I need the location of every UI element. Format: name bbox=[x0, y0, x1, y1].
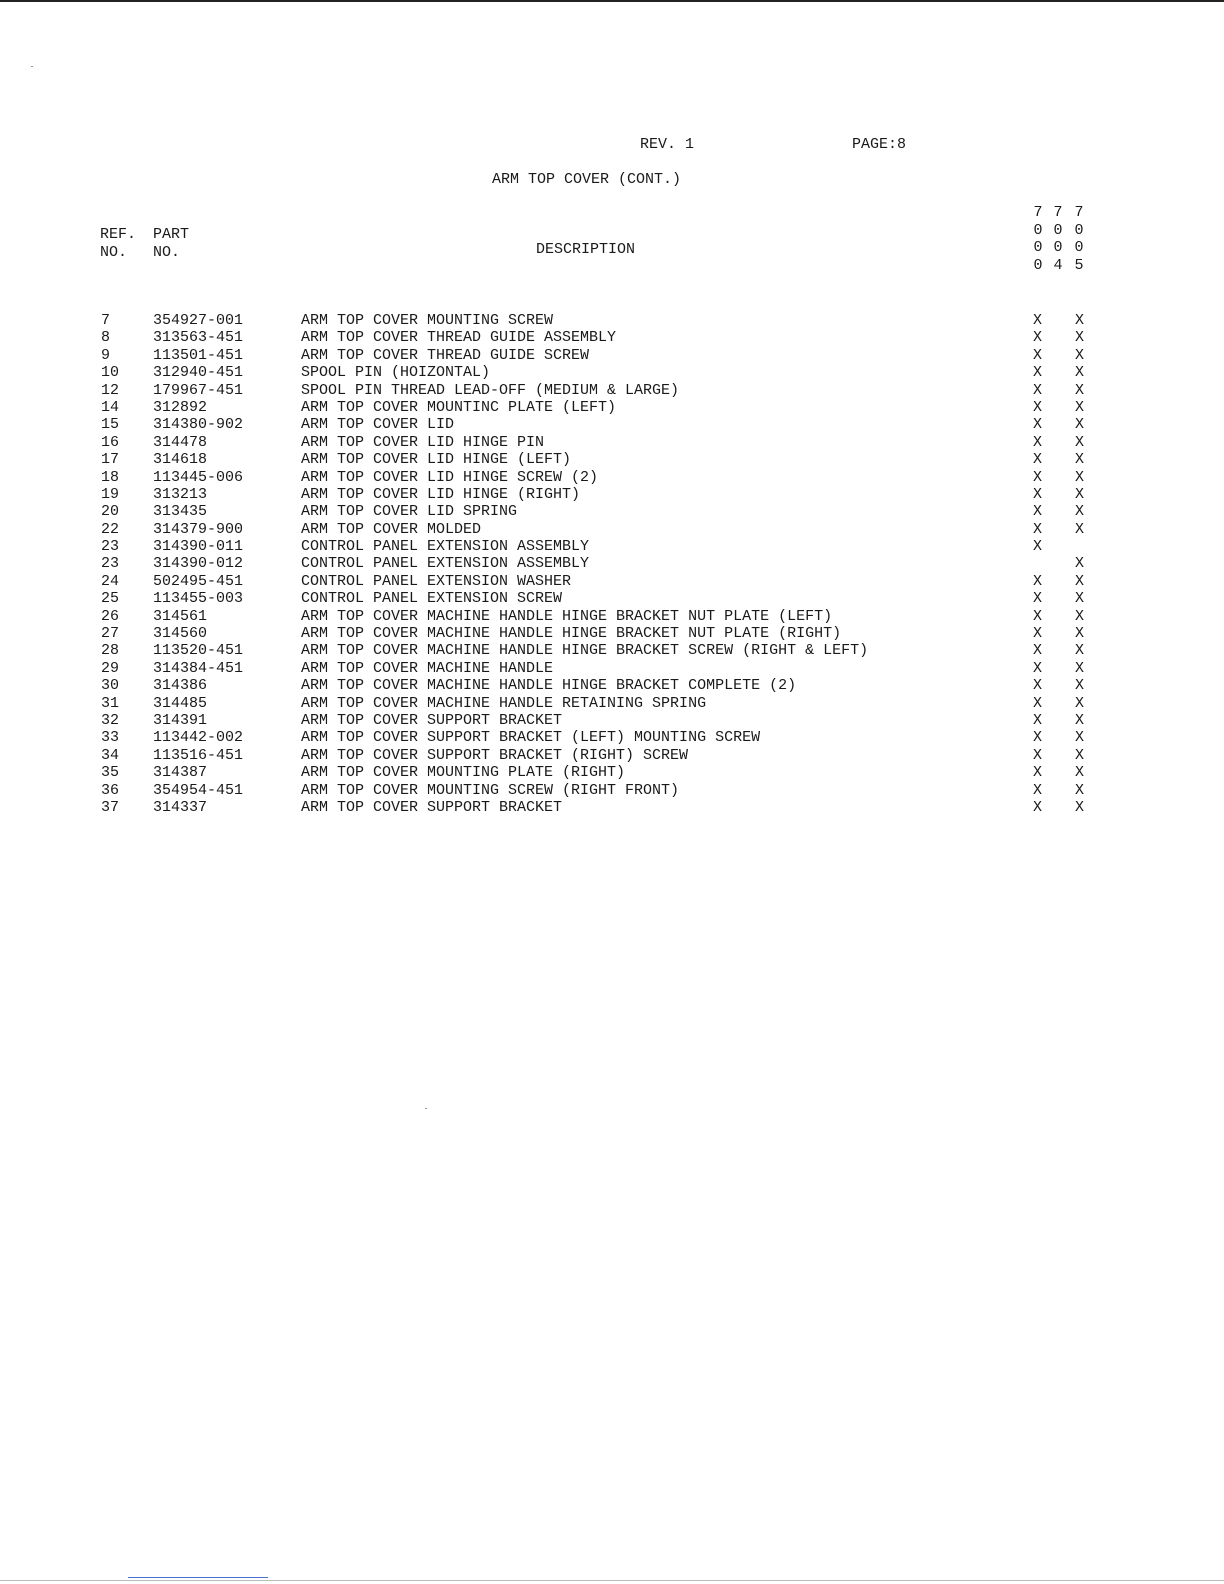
model-7005-mark: X bbox=[1075, 746, 1085, 764]
table-row bbox=[0, 625, 1224, 642]
ref-number: 25 bbox=[101, 590, 120, 608]
part-description: SPOOL PIN (HOIZONTAL) bbox=[301, 364, 491, 382]
part-description: ARM TOP COVER LID bbox=[301, 416, 455, 434]
model-7000-mark: X bbox=[1033, 520, 1043, 538]
model-7000-mark: X bbox=[1033, 416, 1043, 434]
ref-number: 10 bbox=[101, 364, 120, 382]
part-number: 314485 bbox=[153, 694, 208, 712]
table-row bbox=[0, 382, 1224, 399]
ref-number: 29 bbox=[101, 659, 120, 677]
table-row bbox=[0, 364, 1224, 381]
model-7000-mark: X bbox=[1033, 711, 1043, 729]
model-7000-mark: X bbox=[1033, 798, 1043, 816]
model-digit: 0 bbox=[1053, 221, 1063, 239]
model-7005-mark: X bbox=[1075, 416, 1085, 434]
part-number: 312892 bbox=[153, 398, 208, 416]
model-7005-mark: X bbox=[1075, 625, 1085, 643]
part-number: 314560 bbox=[153, 625, 208, 643]
ref-number: 31 bbox=[101, 694, 120, 712]
model-7005-mark: X bbox=[1075, 764, 1085, 782]
part-number: 314618 bbox=[153, 451, 208, 469]
table-row bbox=[0, 729, 1224, 746]
model-7000-mark: X bbox=[1033, 433, 1043, 451]
model-digit: 0 bbox=[1074, 239, 1084, 256]
ref-number: 7 bbox=[101, 312, 111, 329]
table-row bbox=[0, 642, 1224, 659]
table-row bbox=[0, 677, 1224, 694]
part-number: 314387 bbox=[153, 764, 208, 782]
model-7000-mark: X bbox=[1033, 677, 1043, 695]
model-digit: 7 bbox=[1033, 204, 1043, 221]
part-number: 179967-451 bbox=[153, 381, 244, 399]
part-description: ARM TOP COVER MACHINE HANDLE HINGE BRACKET NUT PLATE (RIGHT) bbox=[301, 625, 842, 643]
model-7005-mark: X bbox=[1075, 503, 1085, 521]
model-7005-mark: X bbox=[1075, 677, 1085, 695]
ref-number: 34 bbox=[101, 746, 120, 764]
model-7005-mark: X bbox=[1075, 485, 1085, 503]
table-row bbox=[0, 347, 1224, 364]
ref-number: 24 bbox=[101, 572, 120, 590]
model-7000-mark: X bbox=[1033, 746, 1043, 764]
part-description: ARM TOP COVER LID SPRING bbox=[301, 503, 518, 521]
model-7005-mark: X bbox=[1075, 451, 1085, 469]
table-row bbox=[0, 747, 1224, 764]
ref-number: 20 bbox=[101, 503, 120, 521]
part-description: ARM TOP COVER MOUNTINC PLATE (LEFT) bbox=[301, 398, 617, 416]
part-number: 312940-451 bbox=[153, 364, 244, 382]
model-7000-mark: X bbox=[1033, 381, 1043, 399]
part-number: 354954-451 bbox=[153, 781, 244, 799]
table-row bbox=[0, 416, 1224, 433]
ref-number: 12 bbox=[101, 381, 120, 399]
top-border-line bbox=[0, 0, 1224, 2]
model-column-header-7000 bbox=[1031, 204, 1045, 274]
part-number: 314337 bbox=[153, 798, 208, 816]
model-digit: 0 bbox=[1033, 256, 1043, 274]
model-7000-mark: X bbox=[1033, 398, 1043, 416]
ref-number: 23 bbox=[101, 555, 120, 573]
model-digit: 0 bbox=[1053, 239, 1063, 256]
page-title: ARM TOP COVER (CONT.) bbox=[492, 171, 682, 188]
model-7005-mark: X bbox=[1075, 711, 1085, 729]
table-row bbox=[0, 486, 1224, 503]
ref-number: 16 bbox=[101, 433, 120, 451]
part-description: ARM TOP COVER SUPPORT BRACKET (LEFT) MOUNTING SCREW bbox=[301, 729, 761, 747]
table-row bbox=[0, 434, 1224, 451]
model-7005-mark: X bbox=[1075, 607, 1085, 625]
table-row bbox=[0, 538, 1224, 555]
parts-list bbox=[0, 312, 1224, 816]
model-7005-mark: X bbox=[1075, 659, 1085, 677]
scan-speck bbox=[31, 66, 33, 67]
table-row bbox=[0, 573, 1224, 590]
ref-number: 22 bbox=[101, 520, 120, 538]
part-description: ARM TOP COVER MOLDED bbox=[301, 520, 482, 538]
model-7005-mark: X bbox=[1075, 364, 1085, 382]
model-7000-mark: X bbox=[1033, 659, 1043, 677]
part-number: 354927-001 bbox=[153, 312, 244, 329]
part-description: ARM TOP COVER LID HINGE (RIGHT) bbox=[301, 485, 581, 503]
part-description: ARM TOP COVER MOUNTING SCREW bbox=[301, 312, 554, 329]
part-description: CONTROL PANEL EXTENSION SCREW bbox=[301, 590, 563, 608]
model-7000-mark: X bbox=[1033, 485, 1043, 503]
model-7005-mark: X bbox=[1075, 642, 1085, 660]
model-7000-mark: X bbox=[1033, 329, 1043, 347]
part-description: CONTROL PANEL EXTENSION WASHER bbox=[301, 572, 572, 590]
ref-number: 8 bbox=[101, 329, 111, 347]
table-row bbox=[0, 329, 1224, 346]
model-7000-mark: X bbox=[1033, 451, 1043, 469]
table-row bbox=[0, 799, 1224, 816]
part-number: 313563-451 bbox=[153, 329, 244, 347]
model-7005-mark: X bbox=[1075, 729, 1085, 747]
table-row bbox=[0, 695, 1224, 712]
table-row bbox=[0, 608, 1224, 625]
model-digit: 7 bbox=[1074, 204, 1084, 221]
part-description: ARM TOP COVER LID HINGE (LEFT) bbox=[301, 451, 572, 469]
model-7000-mark: X bbox=[1033, 572, 1043, 590]
table-row bbox=[0, 503, 1224, 520]
ref-number: 36 bbox=[101, 781, 120, 799]
model-7000-mark: X bbox=[1033, 607, 1043, 625]
part-description: ARM TOP COVER MOUNTING PLATE (RIGHT) bbox=[301, 764, 626, 782]
model-7000-mark: X bbox=[1033, 625, 1043, 643]
part-description: ARM TOP COVER MACHINE HANDLE bbox=[301, 659, 554, 677]
model-7005-mark: X bbox=[1075, 590, 1085, 608]
part-description: ARM TOP COVER THREAD GUIDE ASSEMBLY bbox=[301, 329, 617, 347]
model-7000-mark: X bbox=[1033, 364, 1043, 382]
part-number: 502495-451 bbox=[153, 572, 244, 590]
part-number: 113445-006 bbox=[153, 468, 244, 486]
model-7005-mark: X bbox=[1075, 346, 1085, 364]
ref-number: 37 bbox=[101, 798, 120, 816]
part-description: ARM TOP COVER MACHINE HANDLE HINGE BRACKET SCREW (RIGHT & LEFT) bbox=[301, 642, 869, 660]
part-number: 113520-451 bbox=[153, 642, 244, 660]
model-7000-mark: X bbox=[1033, 590, 1043, 608]
table-row bbox=[0, 660, 1224, 677]
table-row bbox=[0, 451, 1224, 468]
part-description: ARM TOP COVER SUPPORT BRACKET (RIGHT) SCREW bbox=[301, 746, 689, 764]
part-number: 314391 bbox=[153, 711, 208, 729]
part-number: 314379-900 bbox=[153, 520, 244, 538]
model-digit: 5 bbox=[1074, 256, 1084, 274]
part-number: 313213 bbox=[153, 485, 208, 503]
ref-number: 32 bbox=[101, 711, 120, 729]
model-7000-mark: X bbox=[1033, 538, 1043, 556]
part-description: ARM TOP COVER MACHINE HANDLE HINGE BRACKET COMPLETE (2) bbox=[301, 677, 797, 695]
part-number: 113501-451 bbox=[153, 346, 244, 364]
table-row bbox=[0, 399, 1224, 416]
part-number: 314384-451 bbox=[153, 659, 244, 677]
part-description: SPOOL PIN THREAD LEAD-OFF (MEDIUM & LARGE) bbox=[301, 381, 680, 399]
part-number: 314380-902 bbox=[153, 416, 244, 434]
table-row bbox=[0, 782, 1224, 799]
ref-number: 17 bbox=[101, 451, 120, 469]
part-description: CONTROL PANEL EXTENSION ASSEMBLY bbox=[301, 538, 590, 556]
model-7000-mark: X bbox=[1033, 468, 1043, 486]
model-7000-mark: X bbox=[1033, 764, 1043, 782]
table-row bbox=[0, 312, 1224, 329]
model-7000-mark: X bbox=[1033, 694, 1043, 712]
table-row bbox=[0, 590, 1224, 607]
ref-number: 30 bbox=[101, 677, 120, 695]
table-row bbox=[0, 469, 1224, 486]
column-header-ref: REF. bbox=[100, 226, 137, 243]
ref-number: 14 bbox=[101, 398, 120, 416]
model-7005-mark: X bbox=[1075, 468, 1085, 486]
table-row bbox=[0, 555, 1224, 572]
part-number: 113442-002 bbox=[153, 729, 244, 747]
part-number: 313435 bbox=[153, 503, 208, 521]
model-digit: 0 bbox=[1033, 221, 1043, 239]
model-digit: 7 bbox=[1053, 204, 1063, 221]
ref-number: 23 bbox=[101, 538, 120, 556]
part-description: ARM TOP COVER MACHINE HANDLE HINGE BRACKET NUT PLATE (LEFT) bbox=[301, 607, 833, 625]
model-7005-mark: X bbox=[1075, 572, 1085, 590]
ref-number: 15 bbox=[101, 416, 120, 434]
part-number: 314561 bbox=[153, 607, 208, 625]
part-description: ARM TOP COVER MACHINE HANDLE RETAINING SPRING bbox=[301, 694, 707, 712]
model-7000-mark: X bbox=[1033, 346, 1043, 364]
part-number: 113516-451 bbox=[153, 746, 244, 764]
ref-number: 33 bbox=[101, 729, 120, 747]
model-column-header-7005 bbox=[1072, 204, 1086, 274]
model-digit: 0 bbox=[1033, 239, 1043, 256]
ref-number: 35 bbox=[101, 764, 120, 782]
table-row bbox=[0, 712, 1224, 729]
part-description: ARM TOP COVER MOUNTING SCREW (RIGHT FRONT) bbox=[301, 781, 680, 799]
model-7005-mark: X bbox=[1075, 781, 1085, 799]
model-7005-mark: X bbox=[1075, 381, 1085, 399]
model-7005-mark: X bbox=[1075, 398, 1085, 416]
model-7005-mark: X bbox=[1075, 329, 1085, 347]
ref-number: 27 bbox=[101, 625, 120, 643]
model-7005-mark: X bbox=[1075, 312, 1085, 329]
bottom-border-line bbox=[0, 1580, 1224, 1581]
part-description: ARM TOP COVER LID HINGE PIN bbox=[301, 433, 545, 451]
part-number: 314478 bbox=[153, 433, 208, 451]
ref-number: 26 bbox=[101, 607, 120, 625]
column-header-ref-no: NO. bbox=[100, 244, 128, 261]
part-description: ARM TOP COVER SUPPORT BRACKET bbox=[301, 798, 563, 816]
model-7000-mark: X bbox=[1033, 729, 1043, 747]
part-number: 314390-012 bbox=[153, 555, 244, 573]
column-header-description: DESCRIPTION bbox=[536, 241, 636, 258]
part-description: ARM TOP COVER LID HINGE SCREW (2) bbox=[301, 468, 599, 486]
model-7005-mark: X bbox=[1075, 694, 1085, 712]
table-row bbox=[0, 764, 1224, 781]
part-number: 113455-003 bbox=[153, 590, 244, 608]
model-7000-mark: X bbox=[1033, 781, 1043, 799]
column-header-part-no: NO. bbox=[153, 244, 181, 261]
part-description: ARM TOP COVER THREAD GUIDE SCREW bbox=[301, 346, 590, 364]
part-number: 314386 bbox=[153, 677, 208, 695]
ref-number: 18 bbox=[101, 468, 120, 486]
page-number: PAGE:8 bbox=[852, 136, 907, 153]
ref-number: 19 bbox=[101, 485, 120, 503]
model-7005-mark: X bbox=[1075, 520, 1085, 538]
ref-number: 28 bbox=[101, 642, 120, 660]
scan-speck bbox=[425, 1108, 427, 1109]
column-header-part: PART bbox=[153, 226, 190, 243]
model-7005-mark: X bbox=[1075, 798, 1085, 816]
footer-link-line bbox=[128, 1577, 268, 1578]
model-7000-mark: X bbox=[1033, 312, 1043, 329]
part-description: CONTROL PANEL EXTENSION ASSEMBLY bbox=[301, 555, 590, 573]
model-7000-mark: X bbox=[1033, 503, 1043, 521]
ref-number: 9 bbox=[101, 346, 111, 364]
model-digit: 4 bbox=[1053, 256, 1063, 274]
part-description: ARM TOP COVER SUPPORT BRACKET bbox=[301, 711, 563, 729]
model-7000-mark: X bbox=[1033, 642, 1043, 660]
model-7005-mark: X bbox=[1075, 433, 1085, 451]
part-number: 314390-011 bbox=[153, 538, 244, 556]
table-row bbox=[0, 521, 1224, 538]
model-column-header-7004 bbox=[1051, 204, 1065, 274]
model-digit: 0 bbox=[1074, 221, 1084, 239]
revision-label: REV. 1 bbox=[640, 136, 695, 153]
model-7005-mark: X bbox=[1075, 555, 1085, 573]
